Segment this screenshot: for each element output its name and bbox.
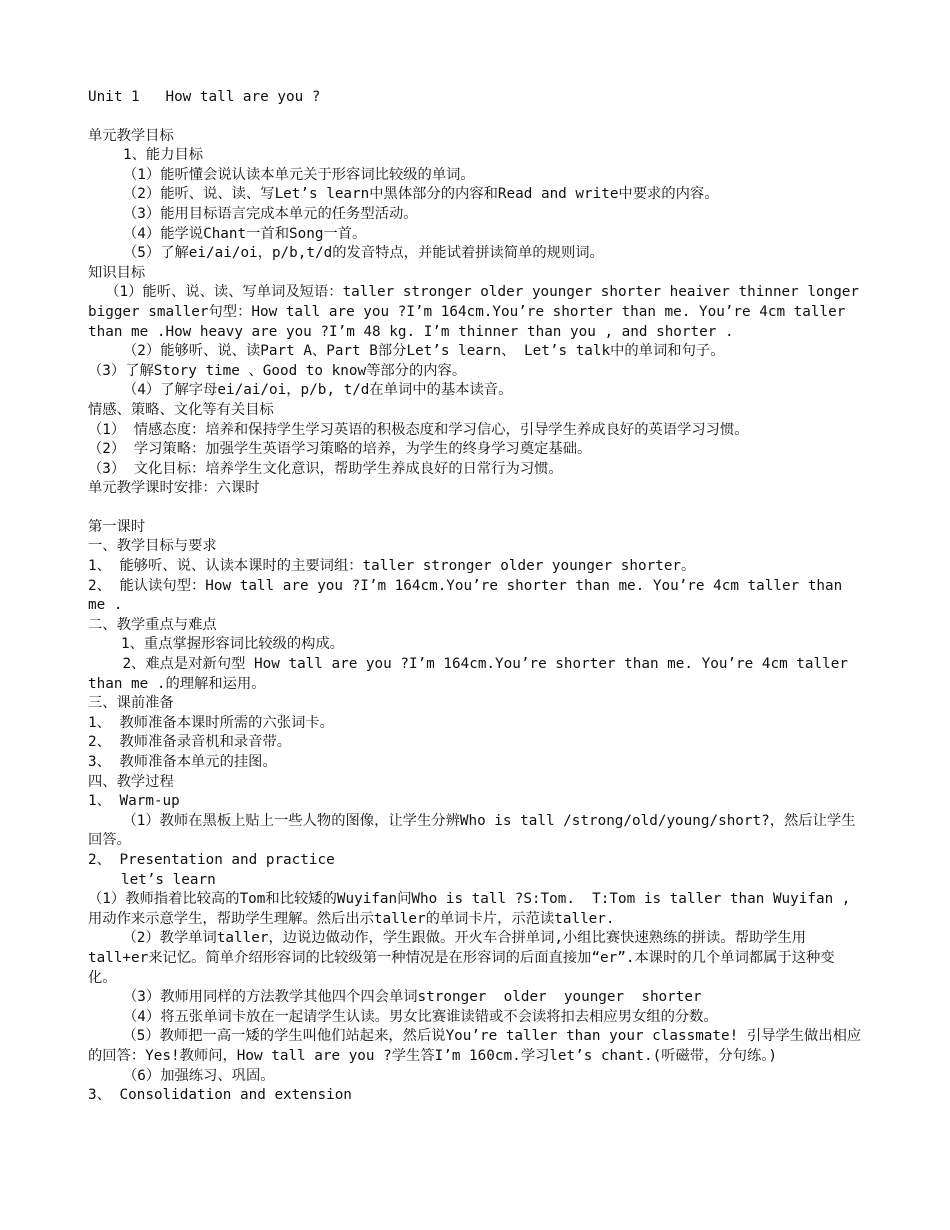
- section-heading: 二、教学重点与难点: [88, 616, 217, 633]
- paragraph: （1）教师指着比较高的Tom和比较矮的Wuyifan问Who is tall ?S:Tom. T:Tom is taller than Wuyifan ,用动作来示意学生，帮助学生理解。然后出示taller的单词卡片，示范读taller.: [88, 891, 851, 927]
- section-heading: 情感、策略、文化等有关目标: [88, 401, 274, 418]
- blank-line: [88, 108, 863, 127]
- list-item: 1、 教师准备本课时所需的六张词卡。: [88, 714, 334, 731]
- list-item: 2、 能认读句型：How tall are you ?I’m 164cm.You’re shorter than me. You’re 4cm taller than me .: [88, 577, 851, 614]
- blank-line: [88, 499, 863, 518]
- list-item: 2、 教师准备录音机和录音带。: [88, 734, 292, 751]
- list-item: （3）教师用同样的方法教学其他四个四会单词stronger older younger shorter: [123, 989, 702, 1006]
- step-heading: 3、 Consolidation and extension: [88, 1087, 352, 1104]
- document-page: [88, 88, 868, 1106]
- section-heading: 单元教学目标: [88, 127, 174, 144]
- list-item: （1） 情感态度：培养和保持学生学习英语的积极态度和学习信心，引导学生养成良好的英语学习习惯。: [88, 421, 749, 438]
- list-item: （4）能学说Chant一首和Song一首。: [123, 225, 367, 242]
- unit-title: Unit 1 How tall are you ?: [88, 89, 321, 105]
- paragraph: 2、难点是对新句型 How tall are you ?I’m 164cm.You’re shorter than me. You’re 4cm taller than me .的理解和运用。: [88, 656, 857, 692]
- list-item: 1、 能够听、说、认读本课时的主要词组：taller stronger older younger shorter。: [88, 558, 696, 575]
- subsection-heading: 1、能力目标: [123, 147, 204, 164]
- list-item: （2）能听、说、读、写Let’s learn中黑体部分的内容和Read and write中要求的内容。: [123, 186, 719, 203]
- list-item: 3、 教师准备本单元的挂图。: [88, 754, 277, 770]
- list-item: （3）了解Story time 、Good to know等部分的内容。: [88, 362, 467, 379]
- section-heading: 四、教学过程: [88, 773, 174, 790]
- paragraph: （5）教师把一高一矮的学生叫他们站起来，然后说You’re taller than your classmate! 引导学生做出相应的回答：Yes!教师问，How tall are you ?学生答I’m 160cm.学习let’s chant.(听磁带，分句练。): [88, 1028, 862, 1064]
- step-heading: 1、 Warm-up: [88, 793, 180, 810]
- paragraph: （1）教师在黑板上贴上一些人物的图像，让学生分辨Who is tall /strong/old/young/short?，然后让学生回答。: [88, 812, 856, 849]
- section-heading: 知识目标: [88, 264, 146, 281]
- list-item: （3）能用目标语言完成本单元的任务型活动。: [123, 205, 418, 222]
- list-item: 1、重点掌握形容词比较级的构成。: [121, 636, 345, 653]
- paragraph: （2）教学单词taller，边说边做动作，学生跟做。开火车合拼单词,小组比赛快速熟练的拼读。帮助学生用tall+er来记忆。简单介绍形容词的比较级第一种情况是在形容词的后面直接加“er”.本课时的几个单词都属于这种变化。: [88, 930, 835, 986]
- list-item: （3） 文化目标：培养学生文化意识，帮助学生养成良好的日常行为习惯。: [88, 460, 563, 477]
- section-heading: 一、教学目标与要求: [88, 538, 217, 555]
- subsection-heading: let’s learn: [121, 871, 216, 888]
- list-item: （6）加强练习、巩固。: [123, 1067, 275, 1084]
- paragraph: （1）能听、说、读、写单词及短语：taller stronger older younger shorter heaiver thinner longer bigger smaller句型：How tall are you ?I’m 164cm.You’re shorter than me. You’re 4cm taller than me .How heavy are you ?I’m 48 kg. I’m thinner than you , and shorter .: [88, 284, 868, 340]
- list-item: （1）能听懂会说认读本单元关于形容词比较级的单词。: [123, 166, 475, 183]
- schedule-line: 单元教学课时安排：六课时: [88, 480, 260, 497]
- section-heading: 三、课前准备: [88, 695, 174, 712]
- list-item: （4）了解字母ei/ai/oi，p/b, t/d在单词中的基本读音。: [123, 382, 513, 399]
- list-item: （2）能够听、说、读Part A、Part B部分Let’s learn、 Let’s talk中的单词和句子。: [123, 343, 725, 360]
- lesson-heading: 第一课时: [88, 518, 146, 535]
- list-item: （2） 学习策略：加强学生英语学习策略的培养，为学生的终身学习奠定基础。: [88, 441, 592, 458]
- step-heading: 2、 Presentation and practice: [88, 851, 335, 868]
- list-item: （4）将五张单词卡放在一起请学生认读。男女比赛谁读错或不会读将扣去相应男女组的分数。: [123, 1008, 718, 1025]
- list-item: （5）了解ei/ai/oi，p/b,t/d的发音特点，并能试着拼读简单的规则词。: [123, 245, 604, 262]
